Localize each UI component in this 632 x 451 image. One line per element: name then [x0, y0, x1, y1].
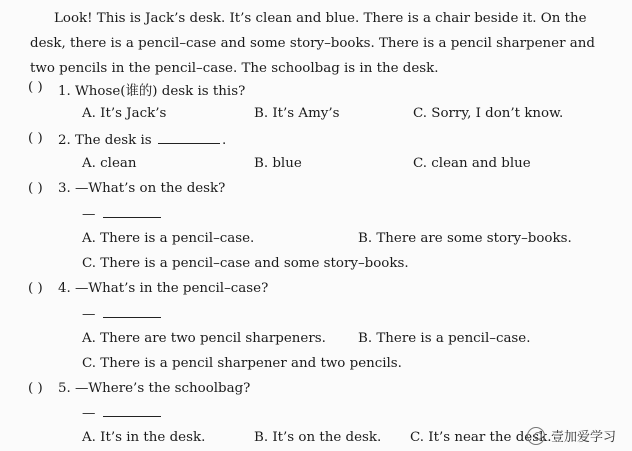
fill-blank[interactable] [103, 205, 161, 218]
option-a[interactable]: A. It’s in the desk. [82, 430, 206, 445]
fill-blank[interactable] [158, 131, 220, 144]
answer-dash-line [82, 305, 163, 322]
option-c[interactable]: C. There is a pencil–case and some story–books. [82, 256, 409, 271]
option-a[interactable]: A. It’s Jack’s [82, 106, 167, 121]
watermark [527, 426, 616, 445]
answer-dash-line [82, 404, 163, 421]
option-b[interactable]: B. It’s Amy’s [254, 106, 340, 121]
option-c[interactable]: C. clean and blue [413, 156, 531, 171]
question-text: 3. —What’s on the desk? [58, 181, 226, 196]
fill-blank[interactable] [103, 305, 161, 318]
dash: — [82, 307, 96, 322]
option-a[interactable]: A. There are two pencil sharpeners. [82, 331, 326, 346]
answer-paren[interactable]: ( ) [28, 131, 43, 146]
question-text: 4. —What’s in the pencil–case? [58, 281, 269, 296]
option-c[interactable]: C. There is a pencil sharpener and two pencils. [82, 356, 402, 371]
question-text [58, 131, 226, 148]
answer-paren[interactable]: ( ) [28, 80, 43, 95]
dash: — [82, 207, 96, 222]
passage-line [30, 31, 610, 56]
passage-line-3: two pencils in the pencil–case. The schoolbag is in the desk. [30, 61, 439, 76]
fill-blank[interactable] [103, 404, 161, 417]
answer-paren[interactable]: ( ) [28, 181, 43, 196]
option-c[interactable]: C. It’s near the desk. [410, 430, 552, 445]
option-b[interactable]: B. There is a pencil–case. [358, 331, 531, 346]
passage-line-1: Look! This is Jack’s desk. It’s clean and blue. There is a chair beside it. On the [54, 11, 587, 26]
reading-passage [30, 6, 610, 81]
option-b[interactable]: B. blue [254, 156, 302, 171]
option-c[interactable]: C. Sorry, I don’t know. [413, 106, 564, 121]
option-a[interactable]: A. There is a pencil–case. [82, 231, 255, 246]
question-text-after: . [221, 133, 227, 148]
wechat-icon [527, 427, 545, 445]
option-b[interactable]: B. There are some story–books. [358, 231, 572, 246]
passage-line [30, 6, 610, 31]
option-b[interactable]: B. It’s on the desk. [254, 430, 382, 445]
question-text: 1. Whose(谁的) desk is this? [58, 84, 246, 99]
answer-paren[interactable]: ( ) [28, 381, 43, 396]
answer-dash-line [82, 205, 163, 222]
watermark-text: 壹加爱学习 [550, 430, 616, 445]
question-text: 5. —Where’s the schoolbag? [58, 381, 251, 396]
passage-line [30, 56, 610, 81]
option-a[interactable]: A. clean [82, 156, 137, 171]
passage-line-2: desk, there is a pencil–case and some story–books. There is a pencil sharpener and [30, 36, 595, 51]
question-text-before: 2. The desk is [58, 133, 152, 148]
answer-paren[interactable]: ( ) [28, 281, 43, 296]
dash: — [82, 406, 96, 421]
